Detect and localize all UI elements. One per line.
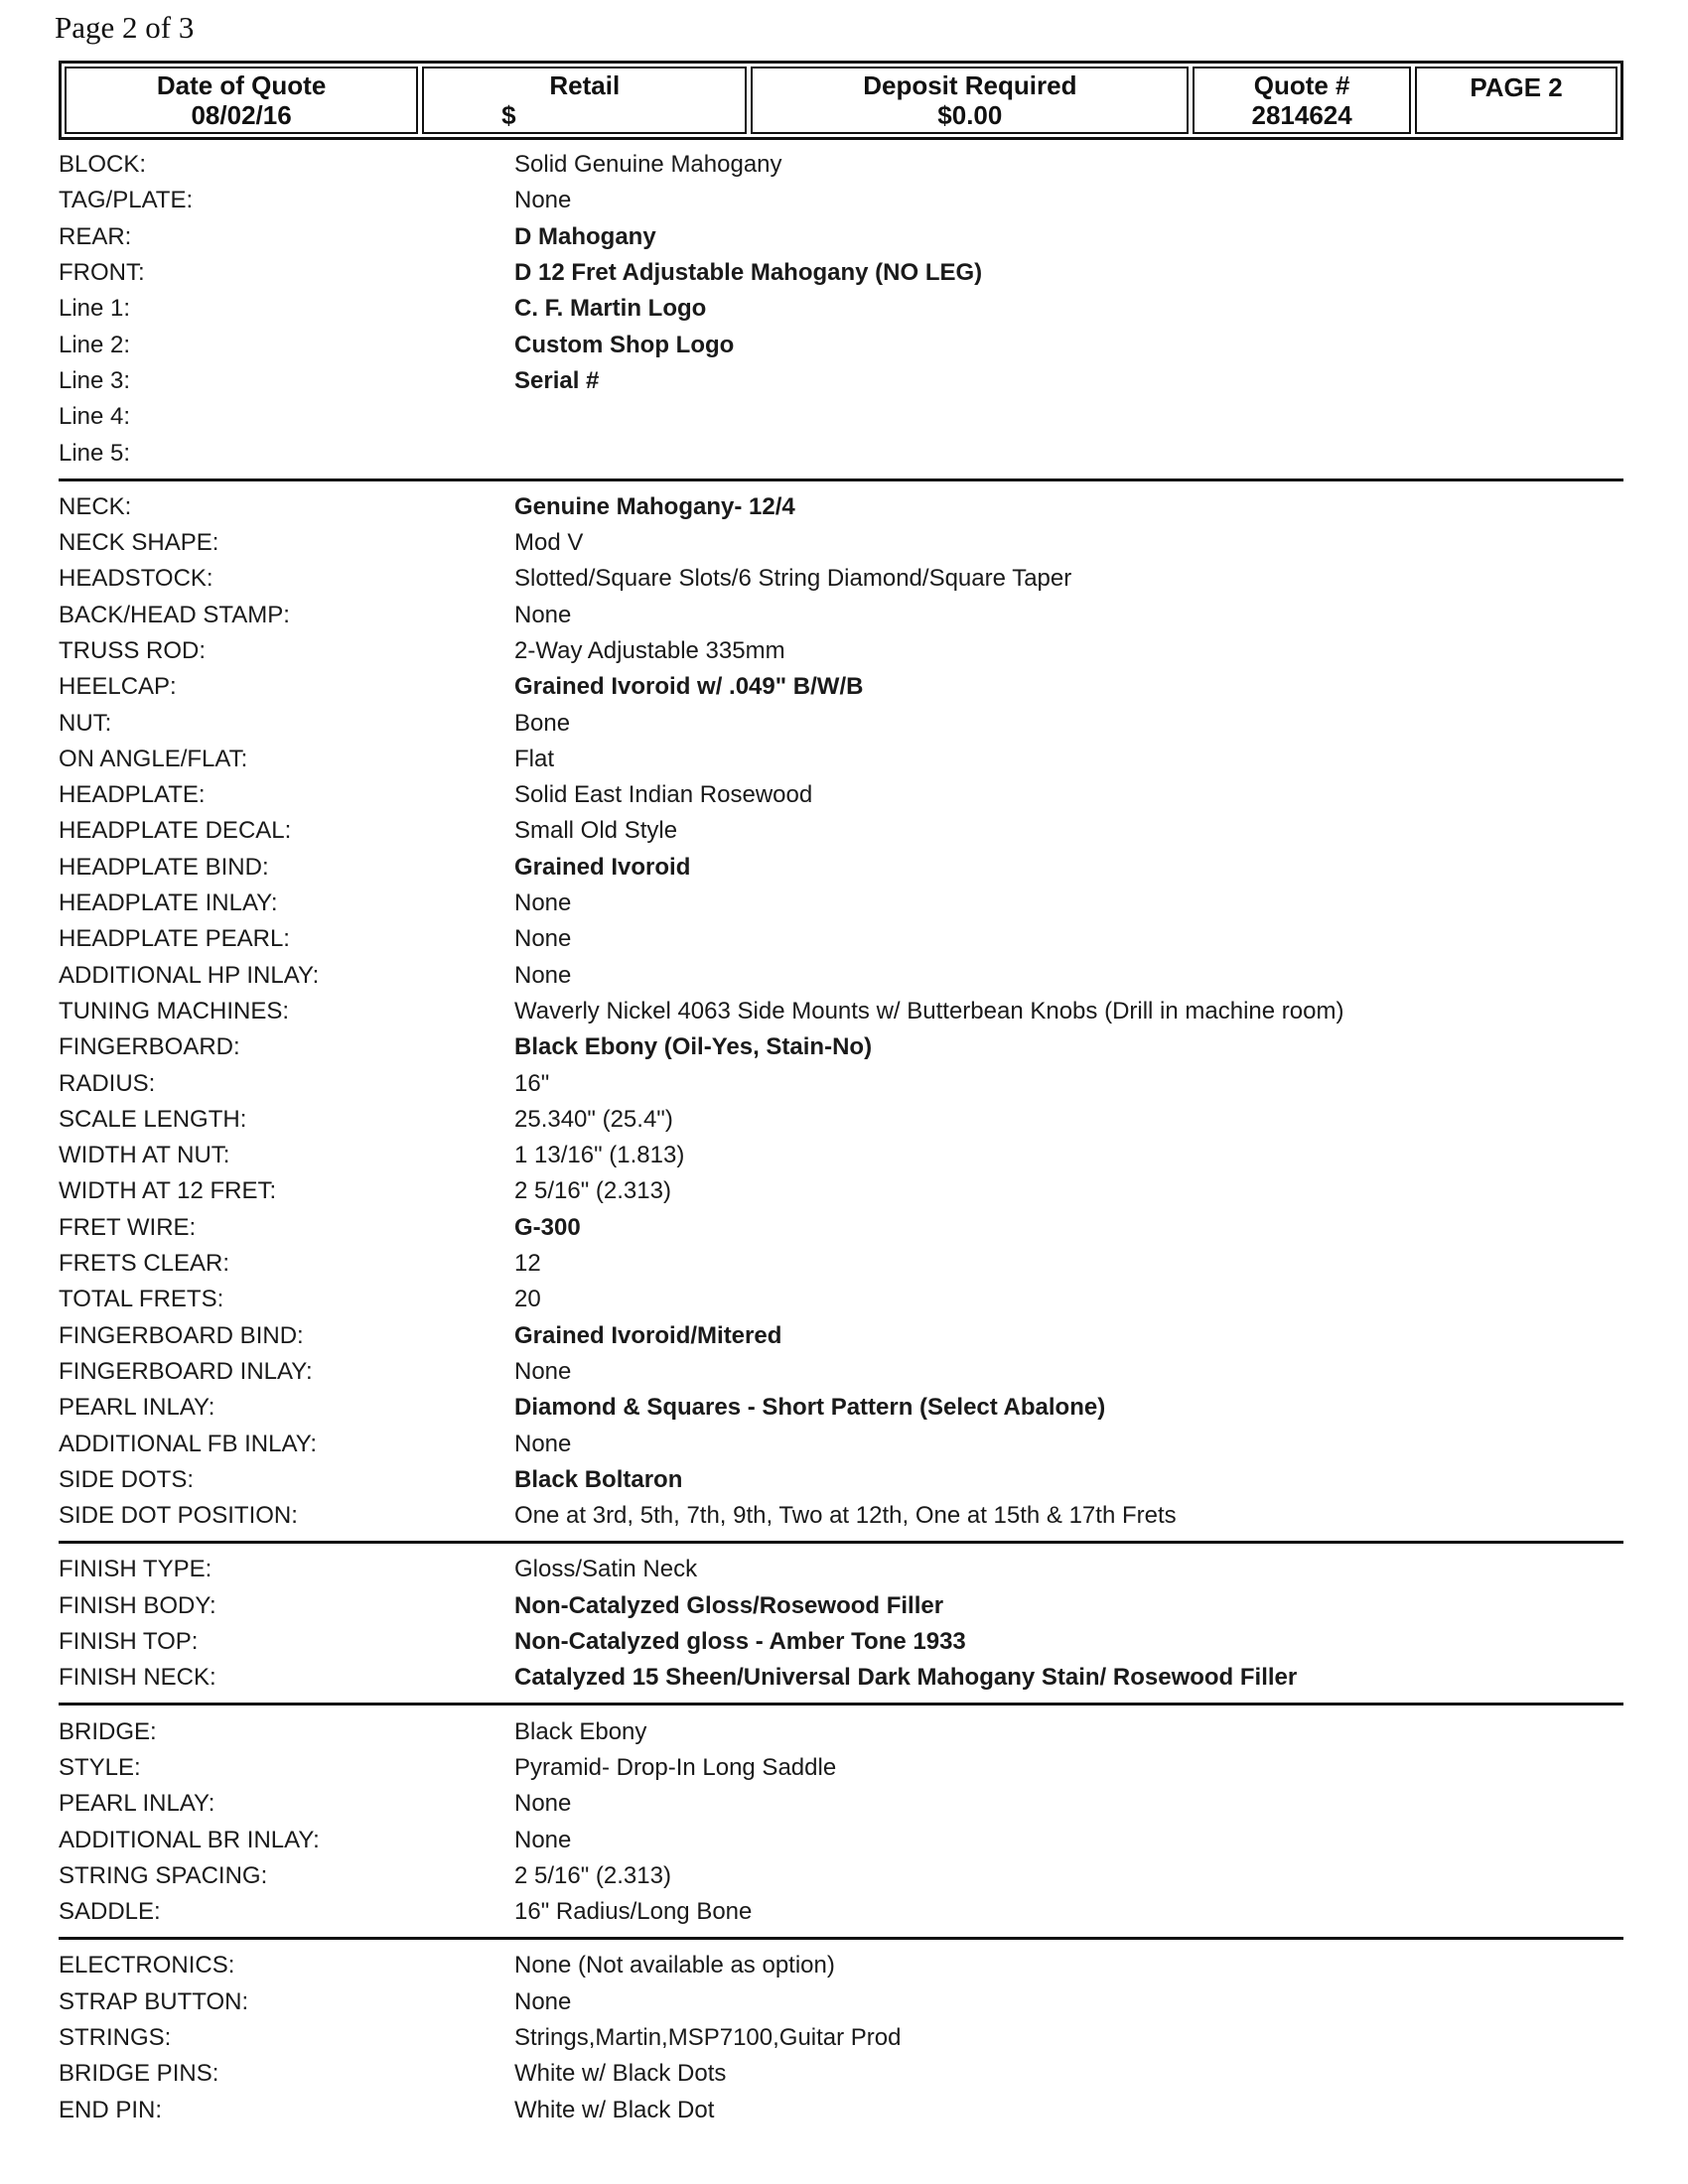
- spec-label: RADIUS:: [59, 1069, 156, 1097]
- spec-value: Custom Shop Logo: [514, 331, 735, 358]
- date-of-quote-label: Date of Quote: [156, 70, 327, 100]
- spec-label: SIDE DOT POSITION:: [59, 1502, 298, 1530]
- spec-row: [59, 958, 1623, 994]
- spec-label: NUT:: [59, 709, 112, 737]
- spec-value: Non-Catalyzed Gloss/Rosewood Filler: [514, 1591, 944, 1619]
- spec-row: [59, 1786, 1623, 1822]
- spec-value: Waverly Nickel 4063 Side Mounts w/ Butterbean Knobs (Drill in machine room): [514, 997, 1344, 1024]
- spec-row: [59, 1318, 1623, 1354]
- spec-value: None: [514, 1430, 572, 1457]
- spec-row: [59, 147, 1623, 183]
- spec-value: None: [514, 601, 572, 628]
- spec-row: [59, 1102, 1623, 1138]
- spec-row: [59, 327, 1623, 362]
- spec-label: HEADPLATE BIND:: [59, 853, 269, 881]
- spec-label: Line 1:: [59, 295, 131, 323]
- spec-label: FINISH TOP:: [59, 1628, 199, 1656]
- spec-label: STYLE:: [59, 1753, 141, 1781]
- spec-value: None: [514, 961, 572, 989]
- spec-value: 16" Radius/Long Bone: [514, 1898, 753, 1926]
- spec-label: ADDITIONAL FB INLAY:: [59, 1430, 318, 1457]
- spec-value: Strings,Martin,MSP7100,Guitar Prod: [514, 2023, 902, 2051]
- spec-value: None: [514, 187, 572, 214]
- spec-label: HEADPLATE PEARL:: [59, 925, 290, 953]
- page-tag: PAGE 2: [1470, 72, 1563, 102]
- spec-label: TAG/PLATE:: [59, 187, 194, 214]
- spec-value: Black Ebony: [514, 1717, 647, 1745]
- spec-value: Flat: [514, 745, 555, 772]
- spec-label: TOTAL FRETS:: [59, 1286, 224, 1313]
- spec-row: [59, 1660, 1623, 1696]
- spec-row: [59, 525, 1623, 561]
- spec-value: 16": [514, 1069, 550, 1097]
- spec-row: [59, 1822, 1623, 1857]
- spec-row: [59, 2092, 1623, 2127]
- spec-label: END PIN:: [59, 2096, 163, 2123]
- spec-row: [59, 399, 1623, 435]
- spec-row: [59, 1750, 1623, 1786]
- spec-value: 25.340" (25.4"): [514, 1105, 673, 1133]
- spec-value: Black Boltaron: [514, 1465, 683, 1493]
- spec-label: BLOCK:: [59, 151, 147, 179]
- spec-label: BRIDGE PINS:: [59, 2060, 219, 2088]
- page-tag-cell: [1415, 67, 1618, 134]
- spec-value: D Mahogany: [514, 222, 656, 250]
- spec-value: None: [514, 889, 572, 917]
- spec-row: [59, 921, 1623, 957]
- spec-label: SADDLE:: [59, 1898, 161, 1926]
- spec-section-electronics: [59, 1948, 1623, 2134]
- spec-value: Catalyzed 15 Sheen/Universal Dark Mahogany Stain/ Rosewood Filler: [514, 1664, 1298, 1692]
- spec-label: HEADSTOCK:: [59, 565, 213, 593]
- spec-row: [59, 2020, 1623, 2056]
- spec-value: C. F. Martin Logo: [514, 295, 707, 323]
- spec-row: [59, 598, 1623, 633]
- spec-row: [59, 633, 1623, 669]
- spec-value: None: [514, 925, 572, 953]
- spec-value: One at 3rd, 5th, 7th, 9th, Two at 12th, One at 15th & 17th Frets: [514, 1502, 1177, 1530]
- spec-value: G-300: [514, 1213, 581, 1241]
- spec-label: Line 5:: [59, 439, 131, 467]
- spec-row: [59, 1354, 1623, 1390]
- spec-label: FINGERBOARD INLAY:: [59, 1357, 313, 1385]
- spec-label: HEADPLATE DECAL:: [59, 817, 292, 845]
- spec-value: None: [514, 1357, 572, 1385]
- spec-label: NECK:: [59, 492, 132, 520]
- spec-value: None: [514, 1987, 572, 2015]
- spec-row: [59, 1065, 1623, 1101]
- spec-row: [59, 1246, 1623, 1282]
- spec-row: [59, 363, 1623, 399]
- spec-row: [59, 1552, 1623, 1587]
- spec-row: [59, 1173, 1623, 1209]
- spec-value: None (Not available as option): [514, 1952, 835, 1979]
- spec-row: [59, 1948, 1623, 1983]
- spec-value: 20: [514, 1286, 541, 1313]
- spec-row: [59, 1426, 1623, 1461]
- spec-row: [59, 219, 1623, 255]
- spec-row: [59, 994, 1623, 1029]
- spec-value: None: [514, 1826, 572, 1853]
- spec-row: [59, 705, 1623, 741]
- spec-row: [59, 1029, 1623, 1065]
- spec-value: Grained Ivoroid: [514, 853, 691, 881]
- spec-label: PEARL INLAY:: [59, 1394, 215, 1422]
- spec-label: HEADPLATE INLAY:: [59, 889, 278, 917]
- spec-label: SIDE DOTS:: [59, 1465, 195, 1493]
- spec-section-finish: [59, 1552, 1623, 1706]
- spec-value: D 12 Fret Adjustable Mahogany (NO LEG): [514, 259, 983, 287]
- quote-header-table: [59, 61, 1623, 140]
- spec-value: Small Old Style: [514, 817, 678, 845]
- spec-label: FRETS CLEAR:: [59, 1250, 230, 1278]
- spec-label: NECK SHAPE:: [59, 529, 219, 557]
- page-number: Page 2 of 3: [55, 10, 195, 45]
- spec-label: FINISH TYPE:: [59, 1556, 212, 1583]
- spec-row: [59, 1858, 1623, 1894]
- spec-value: White w/ Black Dot: [514, 2096, 715, 2123]
- spec-row: [59, 2056, 1623, 2092]
- spec-row: [59, 1984, 1623, 2020]
- spec-label: WIDTH AT 12 FRET:: [59, 1177, 277, 1205]
- spec-label: PEARL INLAY:: [59, 1790, 215, 1818]
- spec-section-bridge: [59, 1713, 1623, 1940]
- spec-value: Non-Catalyzed gloss - Amber Tone 1933: [514, 1628, 966, 1656]
- spec-label: TRUSS ROD:: [59, 637, 207, 664]
- deposit-label: Deposit Required: [863, 70, 1077, 100]
- spec-label: FRONT:: [59, 259, 145, 287]
- spec-label: ADDITIONAL BR INLAY:: [59, 1826, 320, 1853]
- spec-section-neck: [59, 489, 1623, 1545]
- spec-label: SCALE LENGTH:: [59, 1105, 247, 1133]
- spec-row: [59, 1462, 1623, 1498]
- spec-row: [59, 886, 1623, 921]
- spec-value: Bone: [514, 709, 571, 737]
- spec-row: [59, 777, 1623, 813]
- spec-row: [59, 1138, 1623, 1173]
- spec-label: FINISH NECK:: [59, 1664, 216, 1692]
- spec-value: White w/ Black Dots: [514, 2060, 727, 2088]
- spec-row: [59, 291, 1623, 327]
- spec-row: [59, 1588, 1623, 1624]
- spec-row: [59, 561, 1623, 597]
- spec-sheet: [59, 147, 1623, 2143]
- spec-row: [59, 255, 1623, 291]
- spec-value: Mod V: [514, 529, 584, 557]
- spec-row: [59, 1894, 1623, 1930]
- spec-row: [59, 1390, 1623, 1426]
- spec-label: ELECTRONICS:: [59, 1952, 235, 1979]
- spec-value: 1 13/16" (1.813): [514, 1142, 685, 1169]
- spec-label: REAR:: [59, 222, 132, 250]
- date-of-quote-value: 08/02/16: [191, 100, 292, 130]
- spec-label: STRING SPACING:: [59, 1861, 268, 1889]
- spec-row: [59, 489, 1623, 525]
- spec-value: Solid East Indian Rosewood: [514, 781, 813, 809]
- spec-value: Black Ebony (Oil-Yes, Stain-No): [514, 1033, 873, 1061]
- spec-value: Gloss/Satin Neck: [514, 1556, 698, 1583]
- spec-value: Diamond & Squares - Short Pattern (Select Abalone): [514, 1394, 1106, 1422]
- spec-label: Line 3:: [59, 366, 131, 394]
- retail-cell: [422, 67, 747, 134]
- quote-number-cell: [1193, 67, 1411, 134]
- spec-label: Line 4:: [59, 403, 131, 431]
- date-of-quote-cell: [65, 67, 418, 134]
- spec-row: [59, 669, 1623, 705]
- spec-row: [59, 1498, 1623, 1534]
- spec-row: [59, 183, 1623, 218]
- retail-value: $: [501, 100, 516, 130]
- quote-number-value: 2814624: [1251, 100, 1352, 130]
- spec-value: Solid Genuine Mahogany: [514, 151, 782, 179]
- spec-label: STRAP BUTTON:: [59, 1987, 249, 2015]
- spec-label: STRINGS:: [59, 2023, 172, 2051]
- spec-value: Grained Ivoroid w/ .049" B/W/B: [514, 673, 864, 701]
- spec-row: [59, 742, 1623, 777]
- spec-row: [59, 1282, 1623, 1317]
- spec-row: [59, 850, 1623, 886]
- spec-value: Slotted/Square Slots/6 String Diamond/Square Taper: [514, 565, 1072, 593]
- spec-value: 12: [514, 1250, 541, 1278]
- deposit-value: $0.00: [937, 100, 1003, 130]
- spec-label: HEELCAP:: [59, 673, 177, 701]
- spec-label: ON ANGLE/FLAT:: [59, 745, 248, 772]
- spec-value: Genuine Mahogany- 12/4: [514, 492, 795, 520]
- spec-label: FRET WIRE:: [59, 1213, 197, 1241]
- spec-label: HEADPLATE:: [59, 781, 206, 809]
- retail-label: Retail: [549, 70, 621, 100]
- spec-label: FINGERBOARD BIND:: [59, 1321, 304, 1349]
- spec-label: FINGERBOARD:: [59, 1033, 240, 1061]
- spec-section-block: [59, 147, 1623, 481]
- spec-value: 2 5/16" (2.313): [514, 1177, 671, 1205]
- spec-label: WIDTH AT NUT:: [59, 1142, 230, 1169]
- quote-number-label: Quote #: [1253, 70, 1350, 100]
- spec-label: ADDITIONAL HP INLAY:: [59, 961, 320, 989]
- spec-row: [59, 1210, 1623, 1246]
- spec-row: [59, 813, 1623, 849]
- spec-value: None: [514, 1790, 572, 1818]
- spec-value: 2-Way Adjustable 335mm: [514, 637, 785, 664]
- spec-value: 2 5/16" (2.313): [514, 1861, 671, 1889]
- spec-row: [59, 1624, 1623, 1660]
- spec-label: TUNING MACHINES:: [59, 997, 290, 1024]
- spec-value: Grained Ivoroid/Mitered: [514, 1321, 782, 1349]
- spec-label: BRIDGE:: [59, 1717, 157, 1745]
- spec-label: Line 2:: [59, 331, 131, 358]
- spec-label: FINISH BODY:: [59, 1591, 216, 1619]
- spec-label: BACK/HEAD STAMP:: [59, 601, 290, 628]
- spec-row: [59, 1713, 1623, 1749]
- spec-value: Serial #: [514, 366, 600, 394]
- spec-row: [59, 435, 1623, 471]
- spec-value: Pyramid- Drop-In Long Saddle: [514, 1753, 837, 1781]
- deposit-cell: [751, 67, 1189, 134]
